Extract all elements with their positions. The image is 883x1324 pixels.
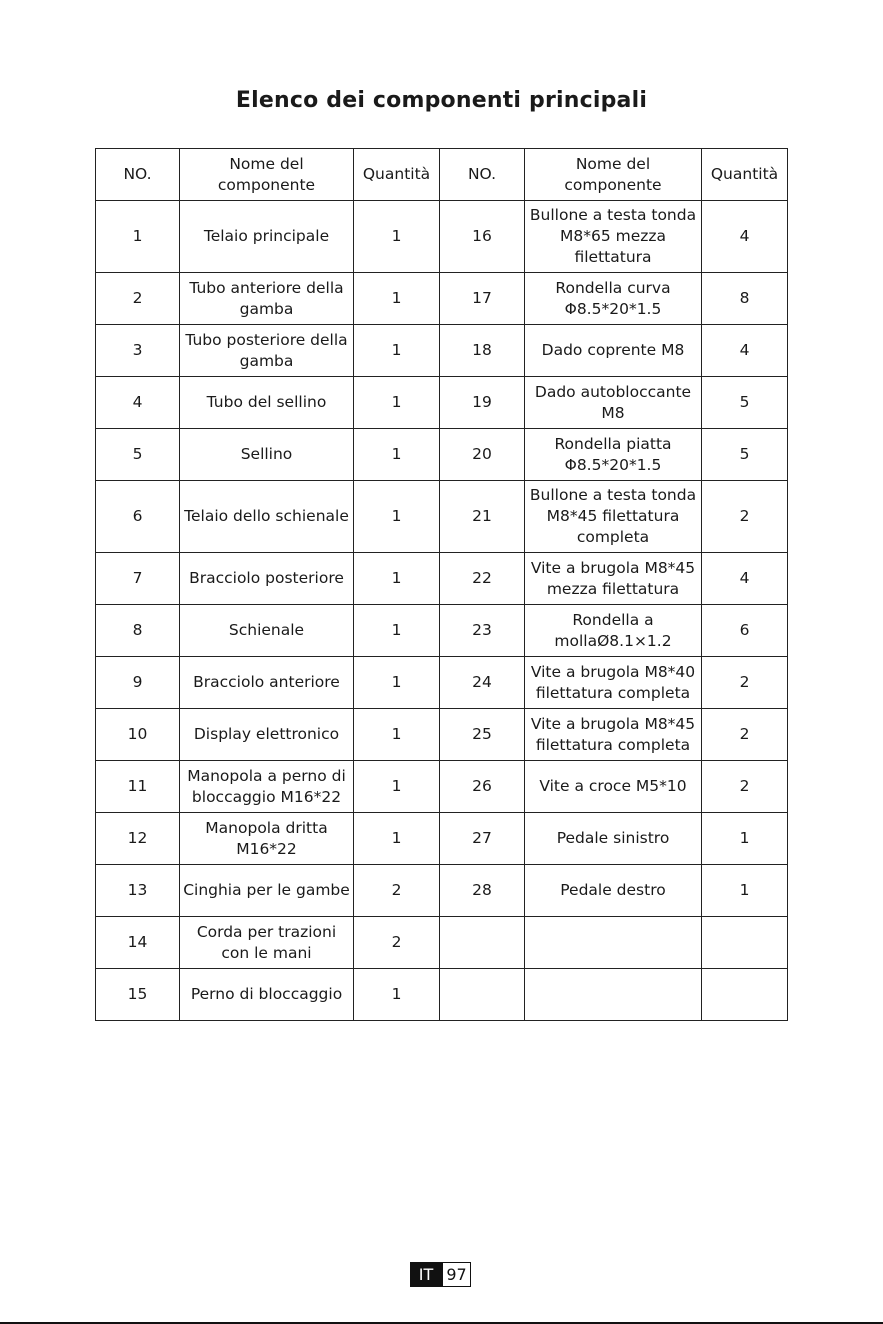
cell-no: 18 <box>440 325 525 377</box>
cell-quantity: 1 <box>354 813 440 865</box>
table-row <box>96 865 788 917</box>
cell-no: 11 <box>96 761 180 813</box>
header-quantity: Quantità <box>354 149 440 201</box>
table-row <box>96 969 788 1021</box>
cell-component-name: Bracciolo anteriore <box>180 657 354 709</box>
table-row <box>96 813 788 865</box>
cell-quantity: 8 <box>702 273 788 325</box>
cell-component-name <box>525 917 702 969</box>
cell-quantity: 1 <box>354 273 440 325</box>
cell-quantity: 1 <box>354 325 440 377</box>
cell-quantity: 6 <box>702 605 788 657</box>
page-footer <box>410 1262 471 1287</box>
cell-component-name: Rondella a mollaØ8.1×1.2 <box>525 605 702 657</box>
page-number: 97 <box>442 1262 471 1287</box>
cell-no: 7 <box>96 553 180 605</box>
cell-quantity: 2 <box>702 481 788 553</box>
table-row <box>96 657 788 709</box>
cell-quantity <box>702 969 788 1021</box>
table-row <box>96 761 788 813</box>
cell-component-name: Display elettronico <box>180 709 354 761</box>
cell-no <box>440 917 525 969</box>
cell-no: 28 <box>440 865 525 917</box>
cell-quantity: 1 <box>354 201 440 273</box>
cell-no: 8 <box>96 605 180 657</box>
table-row <box>96 481 788 553</box>
table-row <box>96 201 788 273</box>
cell-no: 20 <box>440 429 525 481</box>
cell-component-name: Dado autobloccante M8 <box>525 377 702 429</box>
cell-component-name: Rondella piatta Φ8.5*20*1.5 <box>525 429 702 481</box>
cell-no: 19 <box>440 377 525 429</box>
components-table <box>95 148 788 1021</box>
cell-quantity: 4 <box>702 553 788 605</box>
table-row <box>96 605 788 657</box>
cell-no: 26 <box>440 761 525 813</box>
cell-component-name: Perno di bloccaggio <box>180 969 354 1021</box>
cell-component-name: Manopola dritta M16*22 <box>180 813 354 865</box>
cell-quantity: 2 <box>354 917 440 969</box>
cell-no: 25 <box>440 709 525 761</box>
table-row <box>96 553 788 605</box>
cell-quantity: 1 <box>354 605 440 657</box>
cell-quantity: 2 <box>354 865 440 917</box>
header-no: NO. <box>96 149 180 201</box>
cell-quantity: 1 <box>354 429 440 481</box>
cell-quantity: 1 <box>354 657 440 709</box>
cell-quantity: 1 <box>354 709 440 761</box>
table-row <box>96 917 788 969</box>
cell-no: 17 <box>440 273 525 325</box>
cell-quantity: 2 <box>702 761 788 813</box>
cell-component-name: Vite a brugola M8*45 filettatura completa <box>525 709 702 761</box>
cell-component-name: Vite a brugola M8*45 mezza filettatura <box>525 553 702 605</box>
cell-no: 2 <box>96 273 180 325</box>
cell-no: 10 <box>96 709 180 761</box>
cell-component-name: Cinghia per le gambe <box>180 865 354 917</box>
cell-component-name: Tubo posteriore della gamba <box>180 325 354 377</box>
cell-quantity: 4 <box>702 201 788 273</box>
cell-component-name: Rondella curva Φ8.5*20*1.5 <box>525 273 702 325</box>
cell-component-name: Dado coprente M8 <box>525 325 702 377</box>
cell-no: 13 <box>96 865 180 917</box>
cell-component-name: Schienale <box>180 605 354 657</box>
cell-no: 3 <box>96 325 180 377</box>
cell-no: 1 <box>96 201 180 273</box>
cell-no: 21 <box>440 481 525 553</box>
language-badge: IT <box>410 1262 442 1287</box>
cell-quantity: 1 <box>354 553 440 605</box>
cell-component-name: Vite a brugola M8*40 filettatura completa <box>525 657 702 709</box>
cell-component-name: Pedale destro <box>525 865 702 917</box>
cell-quantity: 5 <box>702 377 788 429</box>
cell-no: 5 <box>96 429 180 481</box>
table-row <box>96 325 788 377</box>
cell-quantity: 1 <box>354 481 440 553</box>
cell-component-name: Telaio principale <box>180 201 354 273</box>
page-title: Elenco dei componenti principali <box>235 88 648 113</box>
cell-no: 12 <box>96 813 180 865</box>
cell-no: 9 <box>96 657 180 709</box>
cell-quantity: 1 <box>702 865 788 917</box>
cell-no: 24 <box>440 657 525 709</box>
cell-component-name: Manopola a perno di bloccaggio M16*22 <box>180 761 354 813</box>
cell-quantity: 1 <box>354 761 440 813</box>
table-row <box>96 273 788 325</box>
cell-no: 14 <box>96 917 180 969</box>
cell-quantity: 2 <box>702 709 788 761</box>
cell-quantity: 5 <box>702 429 788 481</box>
cell-quantity: 4 <box>702 325 788 377</box>
cell-component-name: Tubo anteriore della gamba <box>180 273 354 325</box>
cell-quantity: 2 <box>702 657 788 709</box>
header-quantity: Quantità <box>702 149 788 201</box>
table-row <box>96 429 788 481</box>
cell-component-name: Tubo del sellino <box>180 377 354 429</box>
cell-component-name: Vite a croce M5*10 <box>525 761 702 813</box>
cell-no: 4 <box>96 377 180 429</box>
cell-quantity: 1 <box>354 969 440 1021</box>
cell-quantity: 1 <box>354 377 440 429</box>
cell-component-name: Bullone a testa tonda M8*45 filettatura completa <box>525 481 702 553</box>
cell-component-name: Corda per trazioni con le mani <box>180 917 354 969</box>
cell-no: 15 <box>96 969 180 1021</box>
header-component-name: Nome del componente <box>180 149 354 201</box>
cell-component-name: Telaio dello schienale <box>180 481 354 553</box>
cell-component-name: Bullone a testa tonda M8*65 mezza filettatura <box>525 201 702 273</box>
table-header-row <box>96 149 788 201</box>
table-row <box>96 709 788 761</box>
cell-quantity: 1 <box>702 813 788 865</box>
cell-no <box>440 969 525 1021</box>
header-component-name: Nome del componente <box>525 149 702 201</box>
cell-component-name: Bracciolo posteriore <box>180 553 354 605</box>
cell-no: 27 <box>440 813 525 865</box>
cell-no: 23 <box>440 605 525 657</box>
cell-component-name: Pedale sinistro <box>525 813 702 865</box>
cell-no: 22 <box>440 553 525 605</box>
table-row <box>96 377 788 429</box>
cell-no: 6 <box>96 481 180 553</box>
header-no: NO. <box>440 149 525 201</box>
cell-component-name: Sellino <box>180 429 354 481</box>
cell-quantity <box>702 917 788 969</box>
cell-no: 16 <box>440 201 525 273</box>
cell-component-name <box>525 969 702 1021</box>
